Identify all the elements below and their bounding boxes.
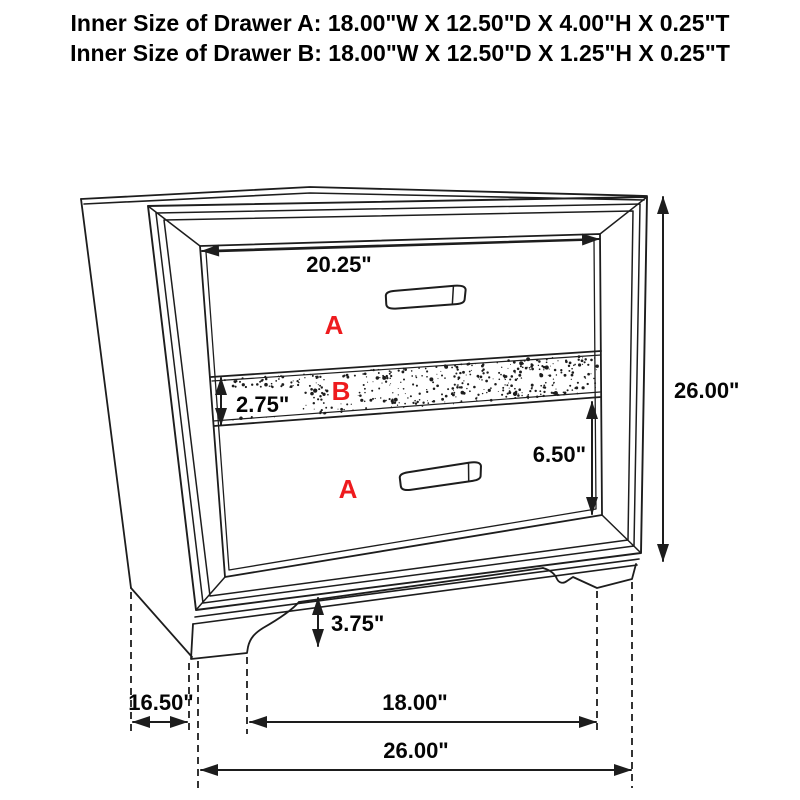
overall-height-label: 26.00" <box>674 378 740 403</box>
drawer-b-letter: B <box>331 376 351 406</box>
side-depth-label: 16.50" <box>128 690 194 715</box>
cabinet-side-panel <box>81 199 192 657</box>
drawer-b-inner-size-text: Inner Size of Drawer B: 18.00"W X 12.50"D X 1.25"H X 0.25"T <box>70 40 730 66</box>
dimension-feet-span <box>250 690 596 722</box>
dimension-bottom-drawer-height <box>533 402 592 514</box>
dimension-foot-height <box>318 598 384 646</box>
opening-width-label: 20.25" <box>306 252 372 277</box>
drawer-a-inner-size-text: Inner Size of Drawer A: 18.00"W X 12.50"D X 4.00"H X 0.25"T <box>70 10 730 36</box>
feet-span-label: 18.00" <box>382 690 448 715</box>
cabinet-front-frame <box>148 197 647 610</box>
dimension-overall-height <box>663 197 739 561</box>
foot-height-label: 3.75" <box>331 611 385 636</box>
drawer-a-bottom-handle <box>399 461 483 491</box>
drawer-a-top-letter: A <box>324 310 344 340</box>
dimension-side-depth <box>128 690 193 722</box>
drawer-a-top-handle <box>385 285 466 309</box>
drawer-a-bottom-letter: A <box>338 474 358 504</box>
overall-width-label: 26.00" <box>383 738 449 763</box>
dimension-overall-width <box>201 738 631 770</box>
middle-drawer-height-label: 2.75" <box>236 392 290 417</box>
cabinet-base-and-feet <box>191 559 639 659</box>
bottom-drawer-height-label: 6.50" <box>532 442 586 467</box>
